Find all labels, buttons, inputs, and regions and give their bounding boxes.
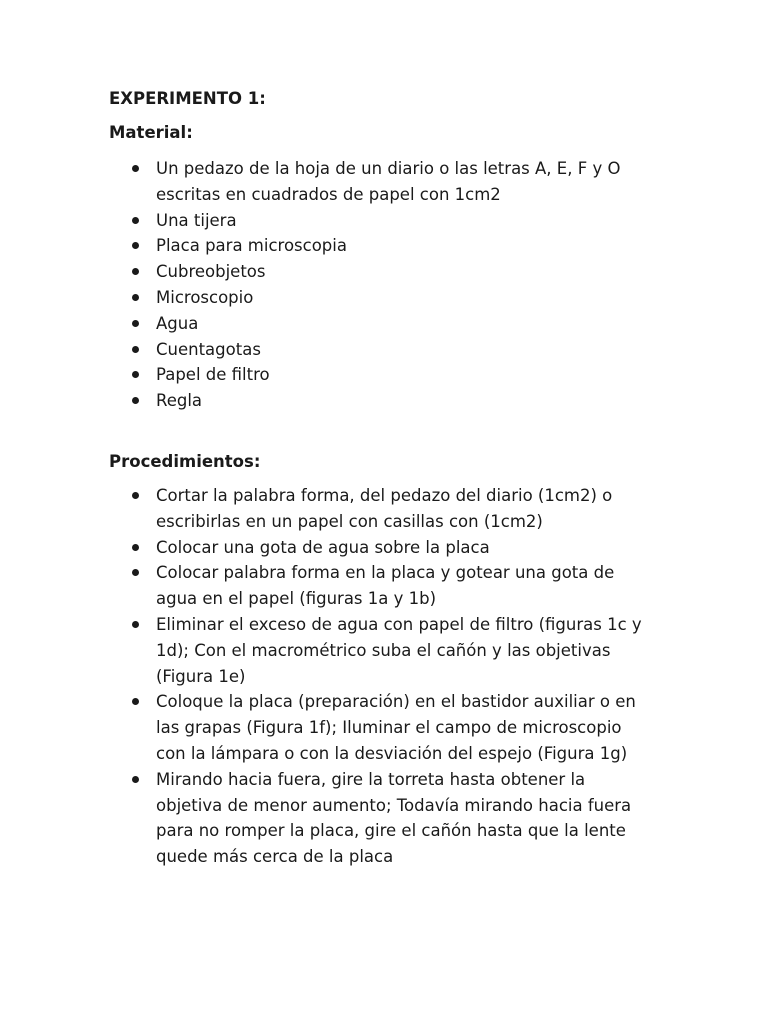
bullet-icon xyxy=(132,698,139,705)
bullet-icon xyxy=(132,397,139,404)
bullet-icon xyxy=(132,544,139,551)
material-item-text: Cubreobjetos xyxy=(156,262,266,282)
bullet-icon xyxy=(132,294,139,301)
material-item xyxy=(0,388,652,414)
material-item xyxy=(0,285,652,311)
bullet-icon xyxy=(132,165,139,172)
procedure-list xyxy=(0,483,768,870)
procedure-item-text: Coloque la placa (preparación) en el bastidor auxiliar o en las grapas (Figura 1f); Iluminar el campo de microscopio con la lámpara o con la desviación del espejo (Figura 1g) xyxy=(156,692,636,763)
material-item xyxy=(0,337,652,363)
bullet-icon xyxy=(132,621,139,628)
material-item xyxy=(0,156,652,208)
bullet-icon xyxy=(132,569,139,576)
material-item-text: Microscopio xyxy=(156,287,254,307)
procedure-item xyxy=(0,483,652,535)
material-item-text: Agua xyxy=(156,313,199,333)
bullet-icon xyxy=(132,268,139,275)
bullet-icon xyxy=(132,371,139,378)
bullet-icon xyxy=(132,346,139,353)
material-item xyxy=(0,362,652,388)
procedure-item-text: Mirando hacia fuera, gire la torreta hasta obtener la objetiva de menor aumento; Todavía mirando hacia fuera para no romper la placa, gire el cañón hasta que la lente quede más cerca de la placa xyxy=(156,769,632,867)
material-heading: Material: xyxy=(109,123,193,142)
material-item-text: Un pedazo de la hoja de un diario o las letras A, E, F y O escritas en cuadrados de papel con 1cm2 xyxy=(156,159,621,204)
bullet-icon xyxy=(132,242,139,249)
bullet-icon xyxy=(132,217,139,224)
procedure-item-text: Colocar una gota de agua sobre la placa xyxy=(156,537,490,557)
procedure-item-text: Eliminar el exceso de agua con papel de filtro (figuras 1c y 1d); Con el macrométrico suba el cañón y las objetivas (Figura 1e) xyxy=(156,614,642,686)
bullet-icon xyxy=(132,320,139,327)
procedure-item-text: Colocar palabra forma en la placa y gotear una gota de agua en el papel (figuras 1a y 1b) xyxy=(156,563,615,609)
material-item-text: Regla xyxy=(156,391,203,411)
procedures-heading: Procedimientos: xyxy=(109,452,261,471)
material-item xyxy=(0,233,652,259)
experiment-title: EXPERIMENTO 1: xyxy=(109,89,266,108)
procedure-item-text: Cortar la palabra forma, del pedazo del diario (1cm2) o escribirlas en un papel con casillas con (1cm2) xyxy=(156,486,613,531)
bullet-icon xyxy=(132,492,139,499)
procedure-item xyxy=(0,535,652,561)
material-item-text: Placa para microscopia xyxy=(156,236,347,256)
bullet-icon xyxy=(132,776,139,783)
material-item-text: Cuentagotas xyxy=(156,339,261,359)
material-list xyxy=(0,156,768,414)
material-item-text: Papel de filtro xyxy=(156,365,270,385)
material-item xyxy=(0,311,652,337)
procedure-item xyxy=(0,767,652,870)
procedure-item xyxy=(0,689,652,766)
procedure-item xyxy=(0,560,652,612)
material-item xyxy=(0,259,652,285)
procedure-item xyxy=(0,612,652,689)
material-item-text: Una tijera xyxy=(156,210,237,230)
material-item xyxy=(0,208,652,234)
